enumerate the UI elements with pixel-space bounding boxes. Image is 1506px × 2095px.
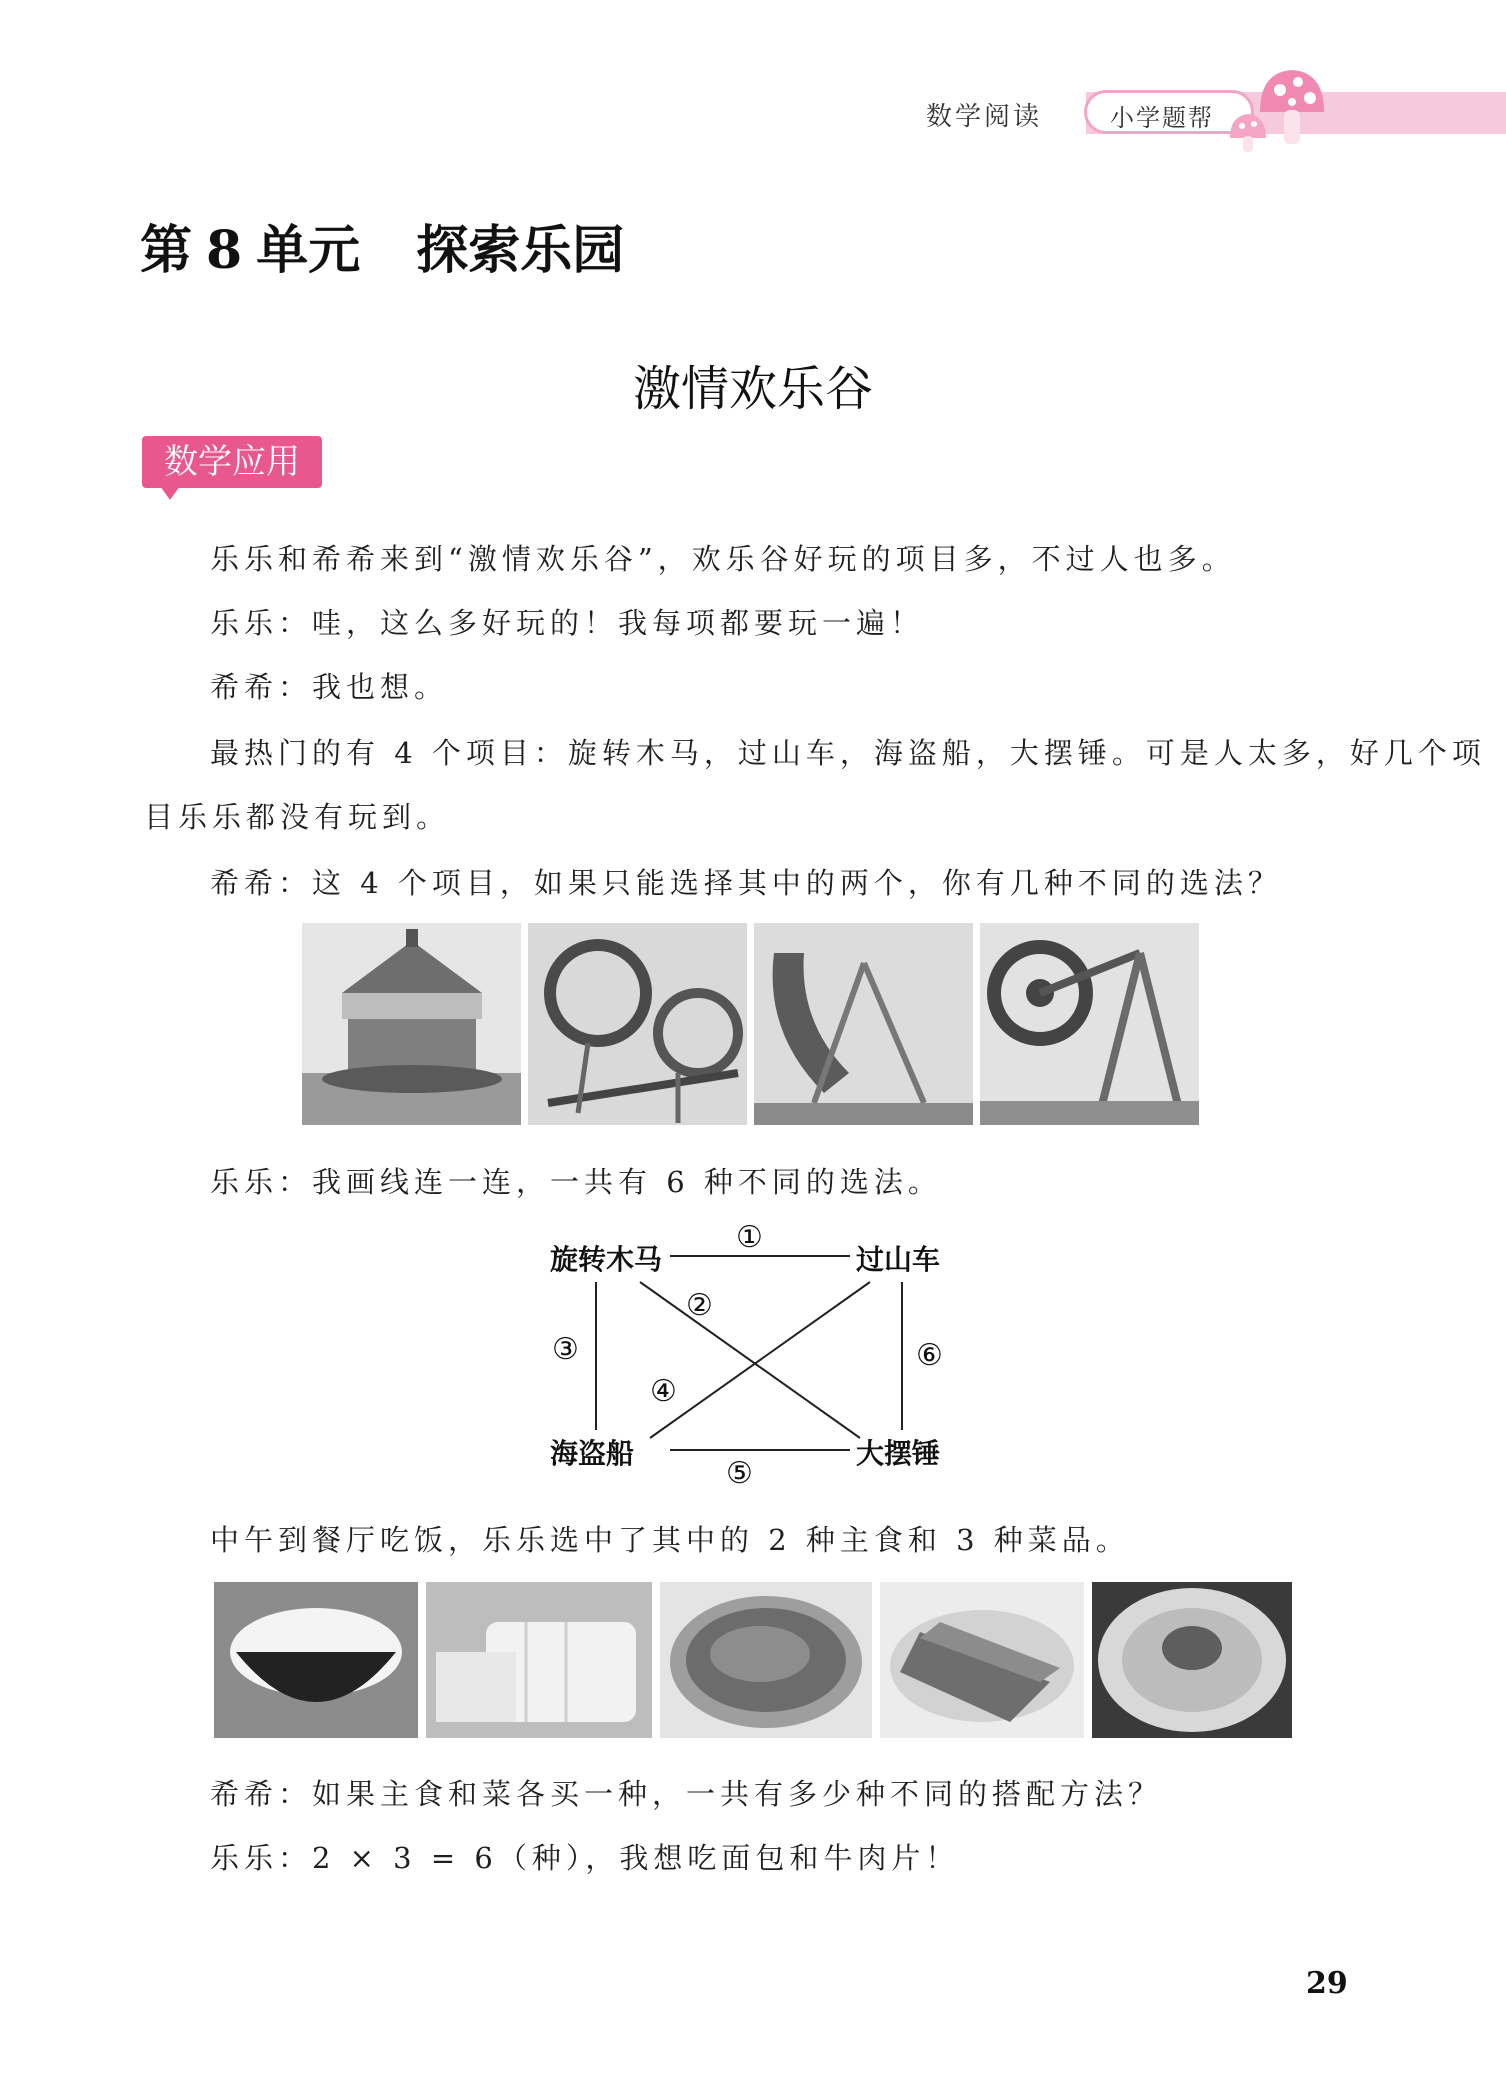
edge-label-4: ④ xyxy=(650,1374,677,1409)
node-pendulum: 大摆锤 xyxy=(856,1437,941,1470)
unit-title xyxy=(140,208,624,283)
node-carousel: 旋转木马 xyxy=(550,1243,663,1276)
unit-name: 探索乐园 xyxy=(416,220,625,281)
paragraph-lele-1: 乐乐：哇，这么多好玩的！我每项都要玩一遍！ xyxy=(210,606,925,640)
lesson-title: 激情欢乐谷 xyxy=(632,361,873,417)
roller-coaster-photo xyxy=(528,923,747,1125)
edge-label-2: ② xyxy=(686,1288,713,1323)
bread-photo xyxy=(426,1582,652,1738)
paragraph-lele-2: 乐乐：我画线连一连，一共有 6 种不同的选法。 xyxy=(210,1165,942,1199)
paragraph-rides-line2: 目乐乐都没有玩到。 xyxy=(144,800,451,834)
rice-bowl-photo xyxy=(214,1582,418,1738)
edge-label-1: ① xyxy=(736,1220,763,1255)
unit-suffix: 单元 xyxy=(256,220,361,281)
paragraph-intro: 乐乐和希希来到“激情欢乐谷”，欢乐谷好玩的项目多，不过人也多。 xyxy=(210,542,1236,576)
edge-label-5: ⑤ xyxy=(726,1456,753,1491)
paragraph-xixi-question: 希希：这 4 个项目，如果只能选择其中的两个，你有几种不同的选法？ xyxy=(210,866,1282,900)
page-number: 29 xyxy=(1306,1966,1348,2001)
paragraph-lele-answer: 乐乐：2 × 3 = 6（种），我想吃面包和牛肉片！ xyxy=(210,1841,960,1875)
paragraph-xixi-question-2: 希希：如果主食和菜各买一种，一共有多少种不同的搭配方法？ xyxy=(210,1777,1163,1811)
node-roller-coaster: 过山车 xyxy=(856,1243,941,1276)
paragraph-rides-line1: 最热门的有 4 个项目：旋转木马，过山车，海盗船，大摆锤。可是人太多，好几个项 xyxy=(210,736,1486,770)
paragraph-xixi-1: 希希：我也想。 xyxy=(210,670,449,704)
section-tag-tail xyxy=(160,486,180,500)
giant-pendulum-photo xyxy=(980,923,1199,1125)
carousel-photo xyxy=(302,923,521,1125)
paragraph-lunch: 中午到餐厅吃饭，乐乐选中了其中的 2 种主食和 3 种菜品。 xyxy=(210,1523,1130,1557)
noodles-photo xyxy=(660,1582,872,1738)
header-book-title: 数学阅读 xyxy=(926,102,1043,132)
connection-diagram xyxy=(540,1220,980,1490)
edge-label-3: ③ xyxy=(552,1332,579,1367)
mushroom-icon xyxy=(1230,56,1340,156)
header-series-title: 小学题帮 xyxy=(1110,104,1214,132)
sliced-beef-photo xyxy=(880,1582,1084,1738)
shrimp-platter-photo xyxy=(1092,1582,1292,1738)
edge-label-6: ⑥ xyxy=(916,1338,943,1373)
section-tag: 数学应用 xyxy=(142,436,322,488)
unit-prefix: 第 xyxy=(140,220,193,281)
unit-number: 8 xyxy=(206,220,243,281)
node-pirate-ship: 海盗船 xyxy=(550,1437,635,1470)
pirate-ship-photo xyxy=(754,923,973,1125)
